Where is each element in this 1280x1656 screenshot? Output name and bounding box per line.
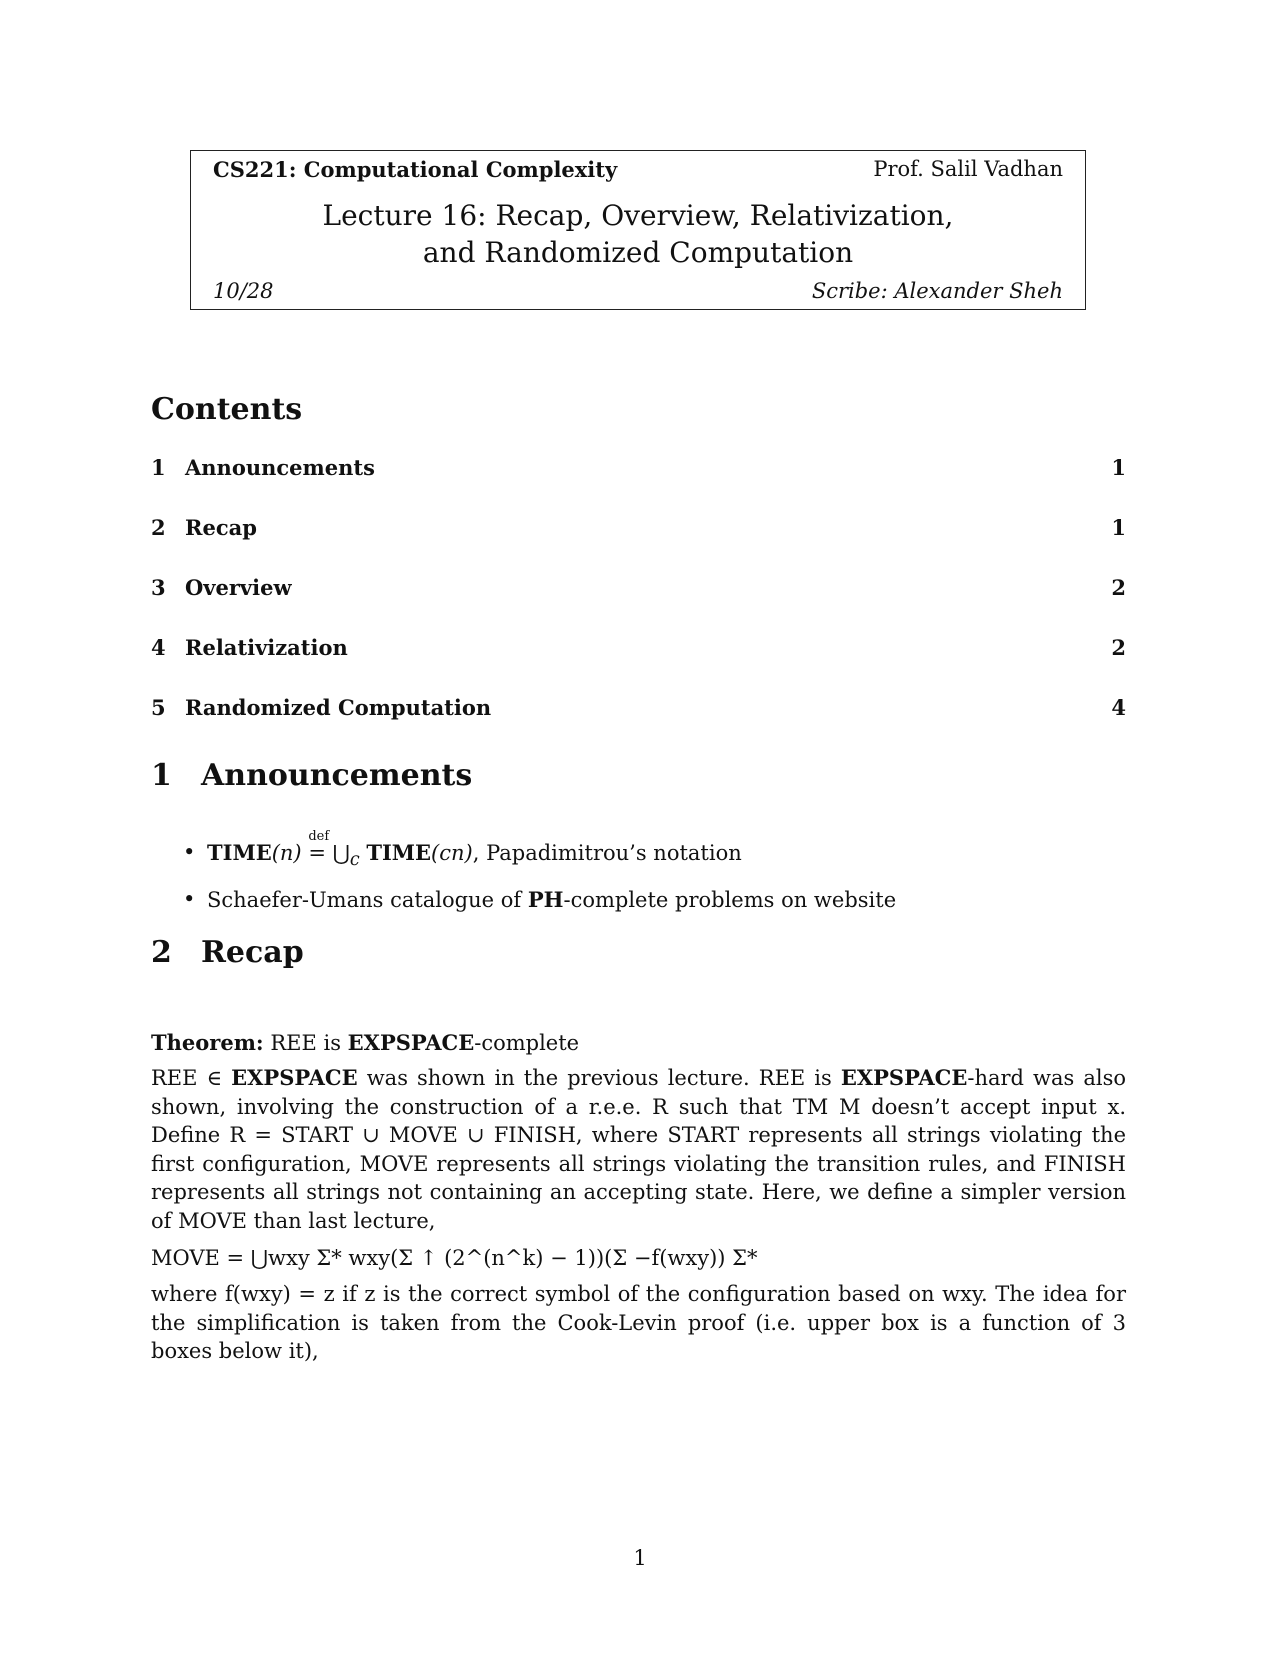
- toc-item[interactable]: [151, 635, 1126, 695]
- toc-item-page[interactable]: 4: [1111, 695, 1126, 720]
- section-heading-recap: [151, 935, 304, 970]
- scribe-name: Scribe: Alexander Sheh: [811, 279, 1063, 303]
- toc-item-page[interactable]: 2: [1111, 635, 1126, 660]
- toc-item-number: 4: [151, 635, 166, 660]
- toc-item-number: 3: [151, 575, 166, 600]
- catalogue-text: Schaefer-Umans catalogue of: [207, 888, 528, 912]
- text-run: -hard was also shown, involving the construction of a r.e.e. R such that TM M doesn’t accept input x. Define R = START ∪ MOVE ∪ FINISH, where START represents all strings violating the first configuration, MOVE represents all strings violating the transition rules, and FINISH represents all strings not containing an accepting state. Here, we define a simpler version of MOVE than last lecture,: [151, 1066, 1126, 1233]
- toc-item[interactable]: [151, 455, 1126, 515]
- section-number: 1: [151, 758, 172, 793]
- ph-class: PH: [527, 887, 564, 912]
- notation-note: , Papadimitrou’s notation: [472, 841, 742, 865]
- equals-sign: =: [308, 841, 326, 865]
- toc-item-page[interactable]: 2: [1111, 575, 1126, 600]
- contents-heading: Contents: [151, 392, 303, 427]
- theorem-text: REE is: [263, 1031, 348, 1055]
- time-arg-2: (cn): [431, 841, 473, 865]
- time-arg: (n): [271, 841, 302, 865]
- expspace-class: EXPSPACE: [347, 1030, 475, 1055]
- section-heading-announcements: [151, 758, 472, 793]
- toc-item[interactable]: [151, 575, 1126, 635]
- lecture-date: 10/28: [213, 279, 274, 303]
- toc-item-label[interactable]: Overview: [185, 575, 292, 600]
- toc-item-label[interactable]: Relativization: [185, 635, 348, 660]
- toc-item-label[interactable]: Recap: [185, 515, 257, 540]
- def-equals: [308, 829, 330, 865]
- text-run: REE ∈: [151, 1066, 232, 1090]
- professor-name: Prof. Salil Vadhan: [873, 157, 1063, 181]
- toc-item[interactable]: [151, 515, 1126, 575]
- theorem-label: Theorem:: [151, 1030, 264, 1055]
- theorem-text-tail: -complete: [474, 1031, 580, 1055]
- page-number: 1: [633, 1546, 647, 1570]
- list-item: [183, 829, 1083, 887]
- table-of-contents: [151, 455, 1126, 755]
- toc-item[interactable]: [151, 695, 1126, 755]
- toc-item-label[interactable]: Announcements: [185, 455, 375, 480]
- toc-item-number: 2: [151, 515, 166, 540]
- simplification-paragraph: where f(wxy) = z if z is the correct symbol of the configuration based on wxy. The idea for the simplification is taken from the Cook-Levin proof (i.e. upper box is a function of 3 boxes below it),: [151, 1282, 1126, 1363]
- course-name: CS221: Computational Complexity: [213, 157, 618, 182]
- announcements-list: [183, 829, 1083, 934]
- union-symbol: ⋃: [332, 841, 350, 865]
- lecture-title-line1: Lecture 16: Recap, Overview, Relativization,: [322, 199, 954, 232]
- toc-item-page[interactable]: 1: [1111, 515, 1126, 540]
- toc-item-page[interactable]: 1: [1111, 455, 1126, 480]
- lecture-header-box: [190, 150, 1086, 310]
- text-run: was shown in the previous lecture. REE is: [357, 1066, 841, 1090]
- def-label: def: [308, 829, 330, 844]
- move-definition-equation: MOVE = ⋃wxy Σ* wxy(Σ ↑ (2^(n^k) − 1))(Σ −f(wxy)) Σ*: [151, 1246, 758, 1270]
- union-subscript: c: [349, 850, 360, 871]
- list-item: [183, 887, 1083, 934]
- section-title: Announcements: [201, 758, 473, 793]
- section-title: Recap: [201, 935, 304, 970]
- toc-item-number: 5: [151, 695, 166, 720]
- lecture-title-line2: and Randomized Computation: [422, 236, 854, 269]
- section-number: 2: [151, 935, 172, 970]
- expspace-class: EXPSPACE: [840, 1065, 968, 1090]
- theorem-statement: [151, 1030, 579, 1055]
- time-class-2: TIME: [366, 840, 432, 865]
- recap-paragraph: [151, 1064, 1126, 1235]
- toc-item-label[interactable]: Randomized Computation: [185, 695, 492, 720]
- catalogue-text-tail: -complete problems on website: [563, 888, 897, 912]
- toc-item-number: 1: [151, 455, 166, 480]
- time-class: TIME: [207, 840, 272, 865]
- expspace-class: EXPSPACE: [231, 1065, 358, 1090]
- lecture-title: [191, 197, 1085, 271]
